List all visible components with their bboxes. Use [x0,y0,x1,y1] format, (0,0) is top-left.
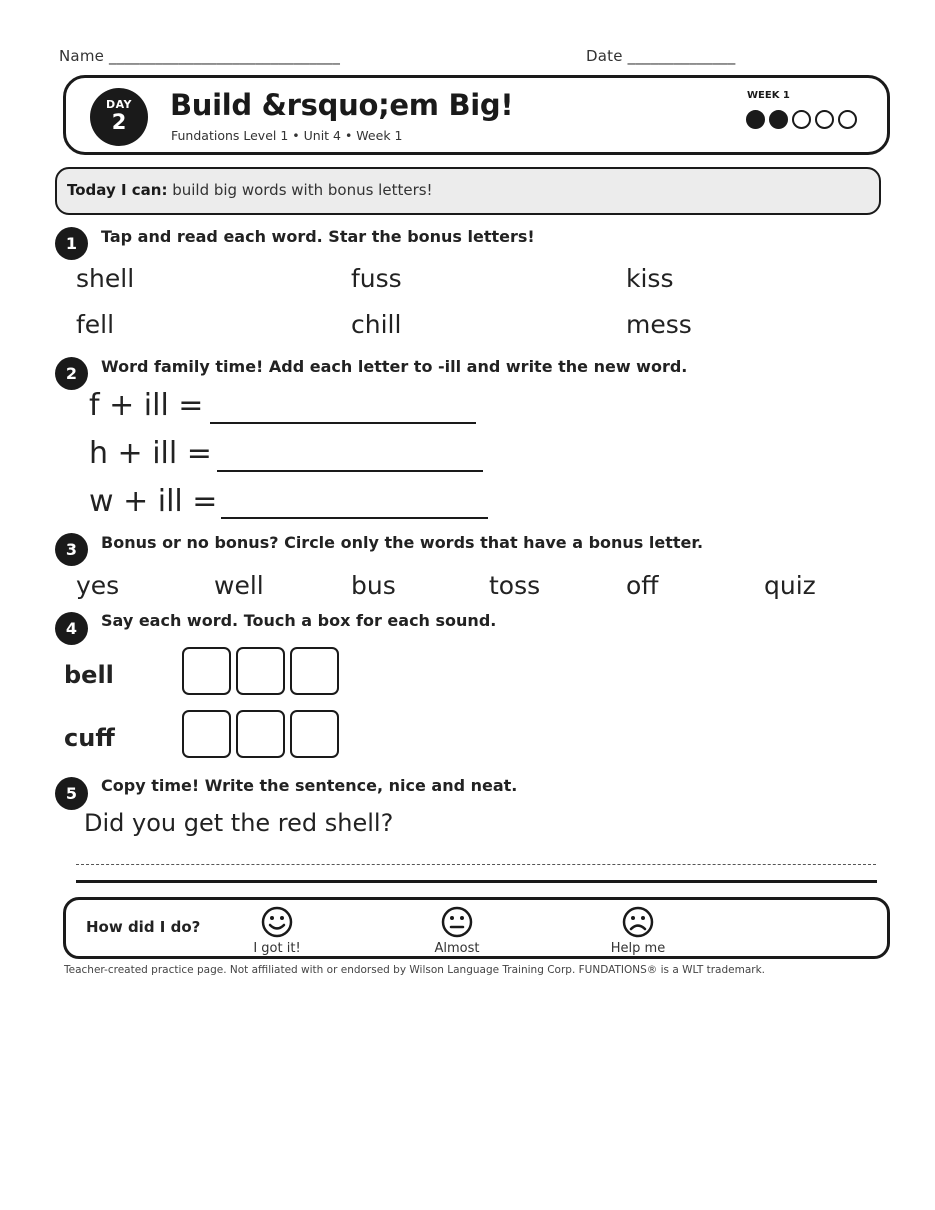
progress-dot-empty [838,110,857,129]
name-field[interactable]: Name ______________________________ [59,47,341,65]
section-2-instruction: Word family time! Add each letter to -ill and write the new word. [101,357,688,376]
answer-blank-3[interactable] [221,517,488,519]
section-5-instruction: Copy time! Write the sentence, nice and neat. [101,776,518,795]
day-badge [90,88,148,146]
rating-label: I got it! [253,941,301,956]
goal-text: build big words with bonus letters! [167,181,433,199]
progress-dot-filled [769,110,788,129]
section-1-word[interactable]: mess [626,310,692,339]
equation-f-ill: f + ill = [89,388,204,423]
progress-dot-empty [815,110,834,129]
frown-face-icon[interactable] [622,906,654,942]
footer-note: Teacher-created practice page. Not affiliated with or endorsed by Wilson Language Training Corp. FUNDATIONS® is a WLT trademark. [64,964,766,976]
section-1-word[interactable]: chill [351,310,402,339]
week-label: WEEK 1 [747,90,790,101]
progress-dot-filled [746,110,765,129]
section-3-word[interactable]: well [214,571,264,600]
neutral-face-icon[interactable] [441,906,473,942]
equation-w-ill: w + ill = [89,484,218,519]
rating-label: Help me [610,941,666,956]
equation-h-ill: h + ill = [89,436,212,471]
goal-prefix: Today I can: [67,181,168,199]
section-1-word[interactable]: fuss [351,264,402,293]
section-3-word[interactable]: toss [489,571,541,600]
self-rating-title: How did I do? [86,918,201,936]
section-2-number: 2 [55,357,88,390]
smile-face-icon[interactable] [261,906,293,942]
sound-box[interactable] [290,647,339,695]
goal-statement [67,181,433,199]
section-3-instruction: Bonus or no bonus? Circle only the words that have a bonus letter. [101,533,704,552]
section-4-number: 4 [55,612,88,645]
sound-word: cuff [64,724,115,752]
date-field[interactable]: Date ______________ [586,47,736,65]
sound-box[interactable] [236,710,285,758]
section-1-word[interactable]: fell [76,310,115,339]
writing-guide-line [76,864,876,865]
page-title: Build &rsquo;em Big! [170,88,514,122]
day-badge-label: DAY [105,98,133,111]
section-3-word[interactable]: quiz [764,571,816,600]
week-progress-dots [746,110,857,129]
sound-box[interactable] [182,647,231,695]
section-4-instruction: Say each word. Touch a box for each sound. [101,611,497,630]
section-1-word[interactable]: shell [76,264,135,293]
rating-label: Almost [434,941,480,956]
answer-blank-2[interactable] [217,470,483,472]
section-3-word[interactable]: bus [351,571,396,600]
day-badge-number: 2 [111,110,127,134]
section-1-word[interactable]: kiss [626,264,674,293]
section-5-number: 5 [55,777,88,810]
sound-box[interactable] [182,710,231,758]
page-subtitle: Fundations Level 1 • Unit 4 • Week 1 [171,128,403,143]
copy-sentence: Did you get the red shell? [84,809,394,837]
sound-word: bell [64,661,114,689]
section-3-word[interactable]: off [626,571,659,600]
sound-boxes-row [182,647,339,695]
section-1-number: 1 [55,227,88,260]
sound-boxes-row [182,710,339,758]
sound-box[interactable] [236,647,285,695]
section-3-number: 3 [55,533,88,566]
progress-dot-empty [792,110,811,129]
section-1-instruction: Tap and read each word. Star the bonus letters! [101,227,535,246]
sound-box[interactable] [290,710,339,758]
writing-base-line[interactable] [76,880,877,883]
answer-blank-1[interactable] [210,422,476,424]
section-3-word[interactable]: yes [76,571,120,600]
